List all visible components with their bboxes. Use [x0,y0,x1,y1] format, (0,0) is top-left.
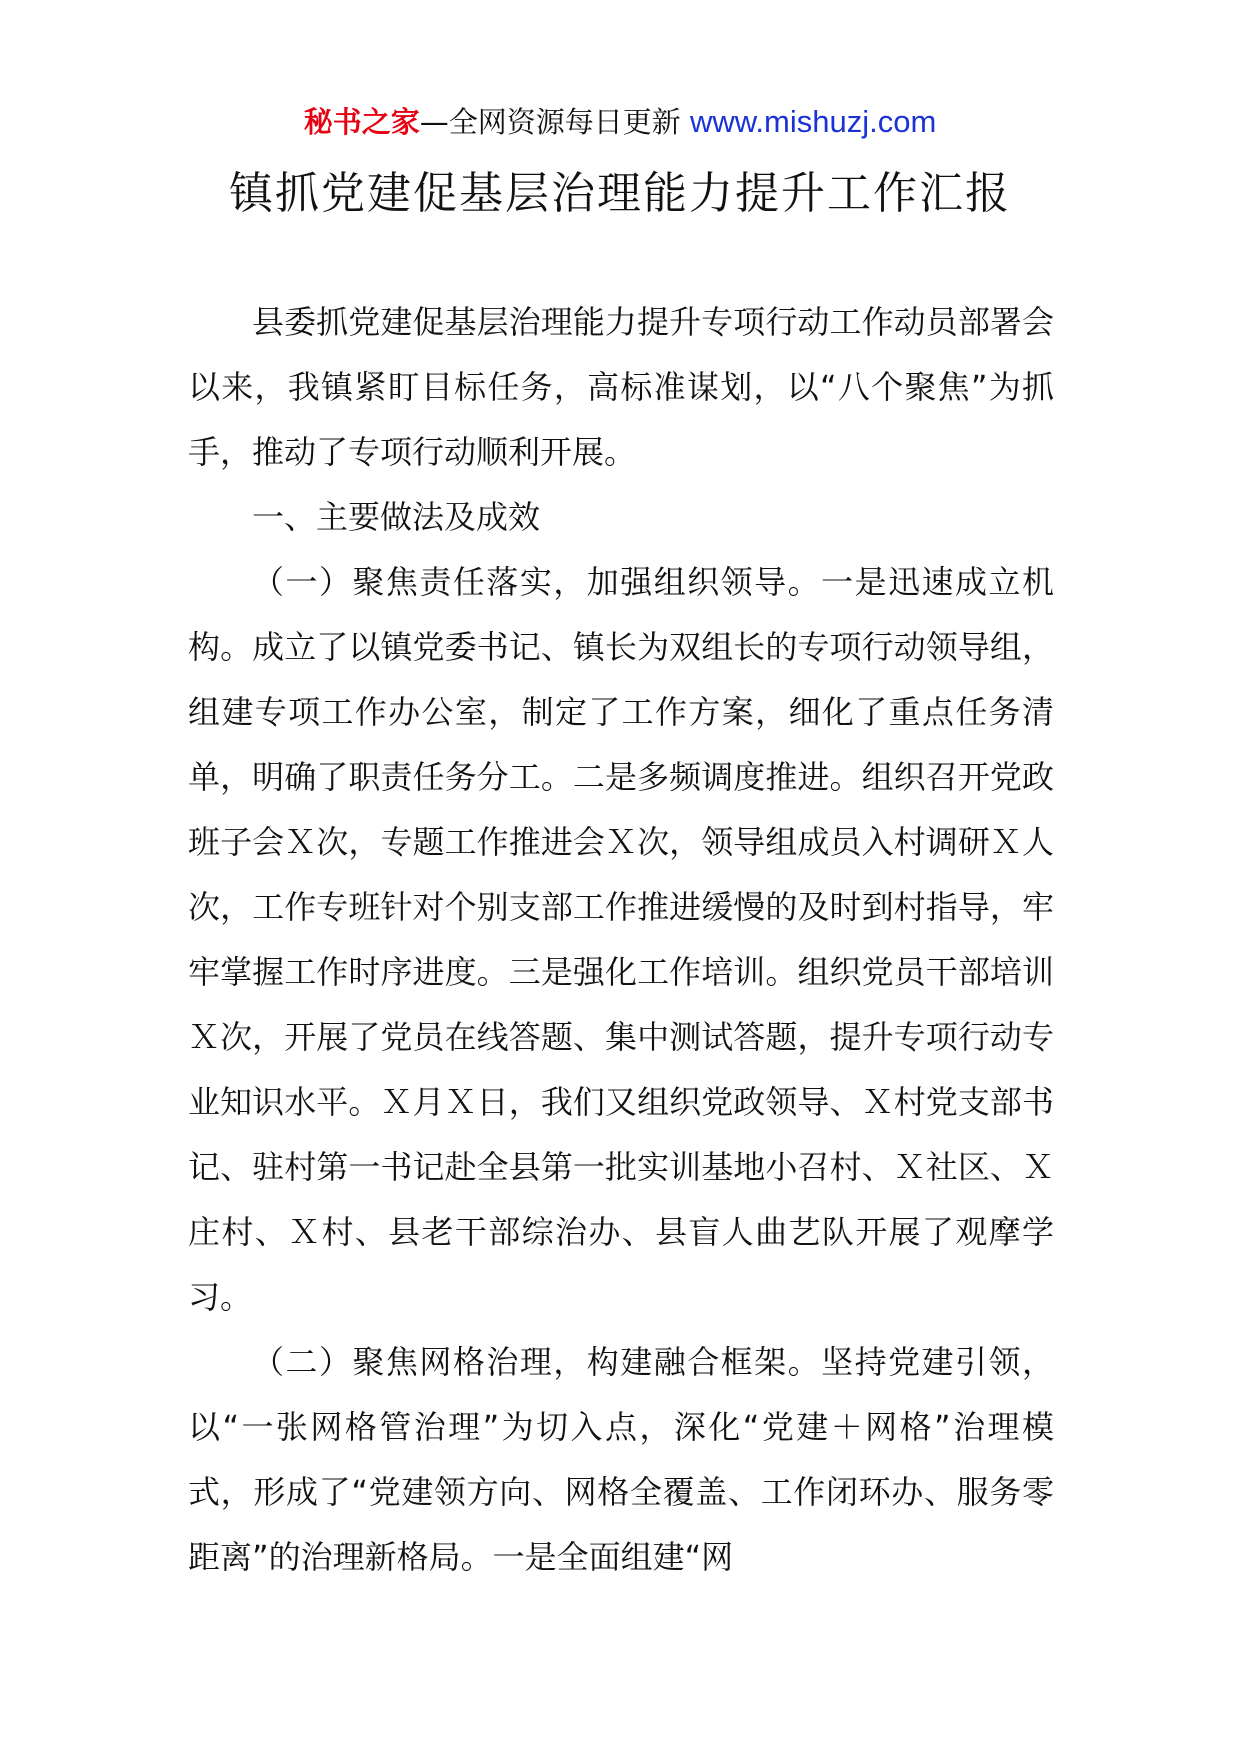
site-url-link[interactable]: www.mishuzj.com [689,104,937,139]
subsection-paragraph-1: （一）聚焦责任落实，加强组织领导。一是迅速成立机构。成立了以镇党委书记、镇长为双组长的专项行动领导组，组建专项工作办公室，制定了工作方案，细化了重点任务清单，明确了职责任务分工。二是多频调度推进。组织召开党政班子会Ｘ次，专题工作推进会Ｘ次，领导组成员入村调研Ｘ人次，工作专班针对个别支部工作推进缓慢的及时到村指导，牢牢掌握工作时序进度。三是强化工作培训。组织党员干部培训Ｘ次，开展了党员在线答题、集中测试答题，提升专项行动专业知识水平。Ｘ月Ｘ日，我们又组织党政领导、Ｘ村党支部书记、驻村第一书记赴全县第一批实训基地小召村、Ｘ社区、Ｘ庄村、Ｘ村、县老干部综治办、县盲人曲艺队开展了观摩学习。 [188,563,1054,1316]
subsection-paragraph-2: （二）聚焦网格治理，构建融合框架。坚持党建引领，以“一张网格管治理”为切入点，深化“党建＋网格”治理模式，形成了“党建领方向、网格全覆盖、工作闭环办、服务零距离”的治理新格局。一是全面组建“网 [188,1343,1054,1576]
header-tagline: —全网资源每日更新 [419,105,681,139]
intro-paragraph: 县委抓党建促基层治理能力提升专项行动工作动员部署会以来，我镇紧盯目标任务，高标准谋划，以“八个聚焦”为抓手，推动了专项行动顺利开展。 [188,303,1054,471]
section-heading: 一、主要做法及成效 [252,498,541,536]
brand-name: 秘书之家 [303,105,420,139]
document-title: 镇抓党建促基层治理能力提升工作汇报 [229,168,1011,219]
document-body [188,290,1054,1590]
site-header [0,100,1240,144]
